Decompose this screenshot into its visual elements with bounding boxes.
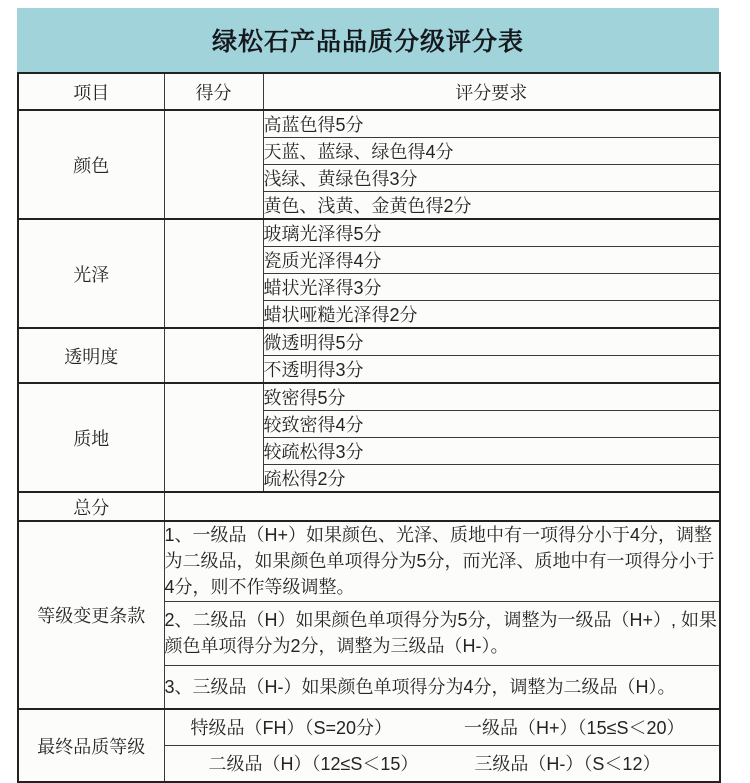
criteria-cell: 蜡状哑糙光泽得2分 [263, 301, 720, 329]
criteria-cell: 浅绿、黄绿色得3分 [263, 165, 720, 192]
final-grade-line-2 [165, 750, 720, 776]
section-transparency-row [18, 328, 720, 356]
col-header-score: 得分 [164, 73, 263, 110]
item-label-total: 总分 [18, 492, 164, 521]
score-cell-color [164, 110, 263, 219]
criteria-cell: 天蓝、蓝绿、绿色得4分 [263, 138, 720, 165]
final-grade-line-1 [165, 714, 720, 740]
total-value-cell [164, 492, 720, 521]
final-grade-cell-2 [164, 745, 720, 782]
item-label-color: 颜色 [18, 110, 164, 219]
score-cell-luster [164, 219, 263, 328]
col-header-item: 项目 [18, 73, 164, 110]
item-label-final-grade: 最终品质等级 [18, 709, 164, 782]
section-texture-row [18, 383, 720, 411]
col-header-criteria: 评分要求 [263, 73, 720, 110]
criteria-cell: 不透明得3分 [263, 356, 720, 384]
grade-third: 三级品（H-）（S＜12） [474, 754, 661, 775]
criteria-cell: 较致密得4分 [263, 411, 720, 438]
score-table [17, 72, 721, 783]
criteria-cell: 黄色、浅黄、金黄色得2分 [263, 192, 720, 220]
final-grade-row [18, 709, 720, 745]
score-cell-texture [164, 383, 263, 492]
criteria-cell: 高蓝色得5分 [263, 110, 720, 138]
grade-first: 一级品（H+）（15≤S＜20） [464, 718, 685, 739]
section-color-row [18, 110, 720, 138]
grade-second: 二级品（H）（12≤S＜15） [208, 754, 419, 775]
grade-change-clause-3: 3、三级品（H-）如果颜色单项得分为4分，调整为二级品（H）。 [164, 665, 720, 709]
grade-change-row [18, 521, 720, 601]
final-grade-cell-1 [164, 709, 720, 745]
page-title: 绿松石产品品质分级评分表 [211, 28, 524, 56]
header-row [18, 73, 720, 110]
criteria-cell: 蜡状光泽得3分 [263, 274, 720, 301]
criteria-cell: 玻璃光泽得5分 [263, 219, 720, 247]
section-luster-row [18, 219, 720, 247]
total-row [18, 492, 720, 521]
criteria-cell: 疏松得2分 [263, 465, 720, 493]
item-label-grade-change: 等级变更条款 [18, 521, 164, 709]
item-label-transparency: 透明度 [18, 328, 164, 383]
item-label-luster: 光泽 [18, 219, 164, 328]
criteria-cell: 瓷质光泽得4分 [263, 247, 720, 274]
grade-change-clause-1: 1、一级品（H+）如果颜色、光泽、质地中有一项得分小于4分，调整为二级品，如果颜色单项得分为5分，而光泽、质地中有一项得分小于4分，则不作等级调整。 [164, 521, 720, 601]
criteria-cell: 致密得5分 [263, 383, 720, 411]
title-bar [17, 8, 719, 72]
grade-premium: 特级品（FH）（S=20分） [190, 718, 393, 739]
score-cell-transparency [164, 328, 263, 383]
item-label-texture: 质地 [18, 383, 164, 492]
criteria-cell: 微透明得5分 [263, 328, 720, 356]
criteria-cell: 较疏松得3分 [263, 438, 720, 465]
grade-change-clause-2: 2、二级品（H）如果颜色单项得分为5分，调整为一级品（H+）, 如果颜色单项得分为2分，调整为三级品（H-）。 [164, 601, 720, 665]
